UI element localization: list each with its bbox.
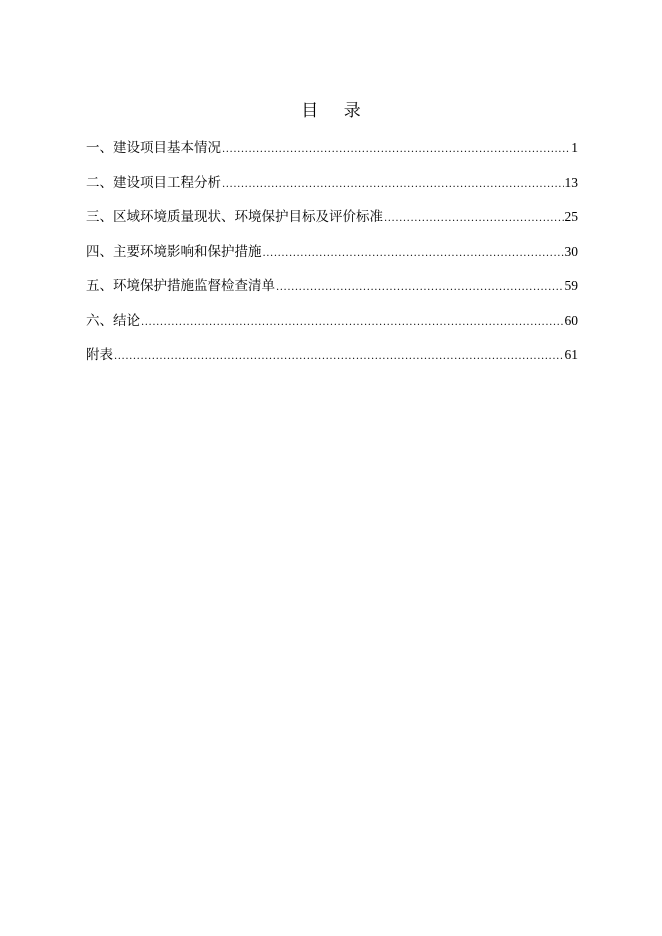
toc-leader-dots — [263, 244, 564, 264]
toc-leader-dots — [276, 278, 564, 298]
toc-entry-label: 一、建设项目基本情况 — [86, 140, 221, 156]
toc-entry-6[interactable] — [86, 311, 578, 346]
toc-entry-page: 60 — [564, 312, 578, 328]
toc-entry-5[interactable] — [86, 276, 578, 311]
toc-entry-page: 1 — [571, 140, 578, 155]
toc-entry-2[interactable] — [86, 173, 578, 208]
toc-entry-page: 25 — [564, 209, 578, 224]
toc-entry-label: 四、主要环境影响和保护措施 — [86, 243, 262, 260]
toc-entry-page: 13 — [564, 174, 578, 190]
toc-entry-label: 六、结论 — [86, 312, 140, 329]
toc-entry-4[interactable] — [86, 242, 578, 277]
toc-leader-dots — [114, 347, 564, 367]
toc-entry-3[interactable] — [86, 207, 578, 242]
toc-entry-page: 61 — [564, 347, 578, 362]
toc-entry-page: 30 — [564, 243, 578, 259]
toc-leader-dots — [222, 140, 570, 160]
toc-leader-dots — [141, 313, 564, 333]
toc-list — [86, 138, 578, 380]
toc-entry-label: 附表 — [86, 347, 113, 363]
toc-leader-dots — [222, 175, 564, 195]
toc-entry-label: 三、区域环境质量现状、环境保护目标及评价标准 — [86, 209, 383, 225]
toc-entry-label: 二、建设项目工程分析 — [86, 174, 221, 191]
toc-entry-7[interactable] — [86, 345, 578, 380]
toc-leader-dots — [384, 209, 564, 229]
toc-title: 目 录 — [301, 101, 371, 121]
toc-entry-label: 五、环境保护措施监督检查清单 — [86, 278, 275, 294]
toc-entry-1[interactable] — [86, 138, 578, 173]
toc-entry-page: 59 — [564, 278, 578, 293]
